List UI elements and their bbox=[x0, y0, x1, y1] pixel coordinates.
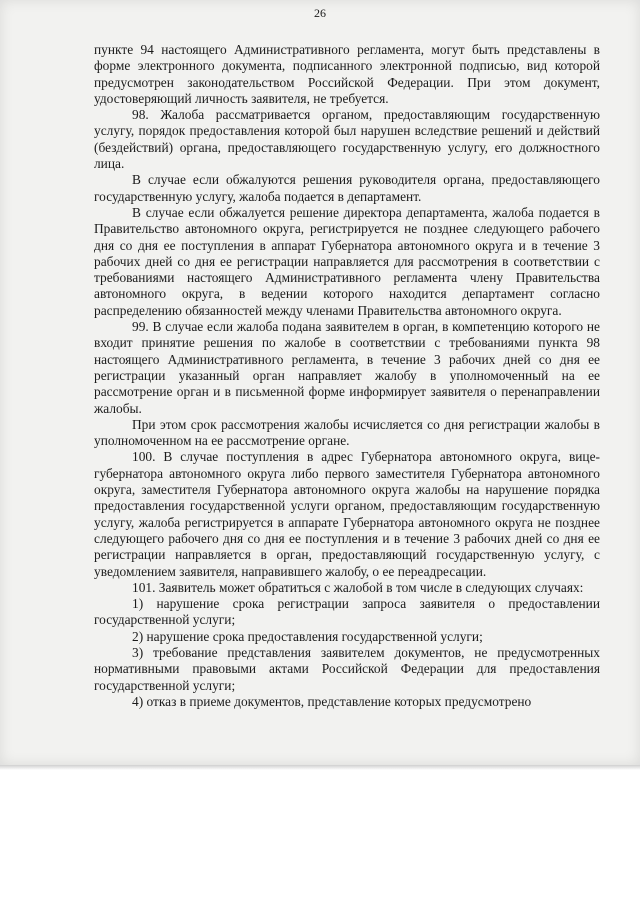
paragraph-100: 100. В случае поступления в адрес Губернатора автономного округа, вице-губернатора автономного округа либо первого заместителя Губернатора автономного округа, заместителя Губернатора автономного округа жалобы на нарушение порядка предоставления государственной услуги органом, предоставляющим государственную услугу, жалоба регистрируется в аппарате Губернатора автономного округа не позднее следующего рабочего дня со дня ее поступления и в течение 3 рабочих дней со дня ее регистрации направляется в орган, предоставляющий государственную услугу, с уведомлением заявителя, направившего жалобу, о ее переадресации. bbox=[94, 449, 600, 579]
list-item-1: 1) нарушение срока регистрации запроса заявителя о предоставлении государственной услуги; bbox=[94, 596, 600, 628]
paragraph-continuation: пункте 94 настоящего Административного регламента, могут быть представлены в форме электронного документа, подписанного электронной подписью, вид которой предусмотрен законодательством Российской Федерации. При этом документ, удостоверяющий личность заявителя, не требуется. bbox=[94, 42, 600, 106]
list-item-3: 3) требование представления заявителем документов, не предусмотренных нормативными правовыми актами Российской Федерации для предоставления государственной услуги; bbox=[94, 644, 600, 693]
page-edge-shadow bbox=[0, 765, 640, 770]
document-body bbox=[94, 42, 600, 710]
paragraph-head-appeal: В случае если обжалуются решения руководителя органа, предоставляющего государственную услугу, жалоба подается в департамент. bbox=[94, 172, 600, 204]
page-number: 26 bbox=[314, 6, 326, 20]
paragraph-101: 101. Заявитель может обратиться с жалобой в том числе в следующих случаях: bbox=[132, 579, 584, 595]
list-item-2: 2) нарушение срока предоставления государственной услуги; bbox=[132, 628, 483, 644]
paragraph-98: 98. Жалоба рассматривается органом, предоставляющим государственную услугу, порядок предоставления которой был нарушен вследствие решений и действий (бездействий) органа, предоставляющего государственную услугу, его должностного лица. bbox=[94, 107, 600, 172]
paragraph-review-term: При этом срок рассмотрения жалобы исчисляется со дня регистрации жалобы в уполномоченном на ее рассмотрение органе. bbox=[94, 416, 600, 449]
paragraph-director-appeal: В случае если обжалуется решение директора департамента, жалоба подается в Правительство автономного округа, регистрируется не позднее следующего рабочего дня со дня ее поступления в аппарат Губернатора автономного округа и в течение 3 рабочих дней со дня ее регистрации направляется для рассмотрения в соответствии с требованиями настоящего Административного регламента члену Правительства автономного округа, в ведении которого находится департамент согласно распределению обязанностей между членами Правительства автономного округа. bbox=[94, 204, 600, 318]
list-item-4: 4) отказ в приеме документов, представление которых предусмотрено bbox=[132, 693, 532, 709]
paragraph-99: 99. В случае если жалоба подана заявителем в орган, в компетенцию которого не входит принятие решения по жалобе в соответствии с требованиями пункта 98 настоящего Административного регламента, в течение 3 рабочих дней со дня ее регистрации указанный орган направляет жалобу в уполномоченный на ее рассмотрение орган и в письменной форме информирует заявителя о перенаправлении жалобы. bbox=[94, 319, 600, 416]
